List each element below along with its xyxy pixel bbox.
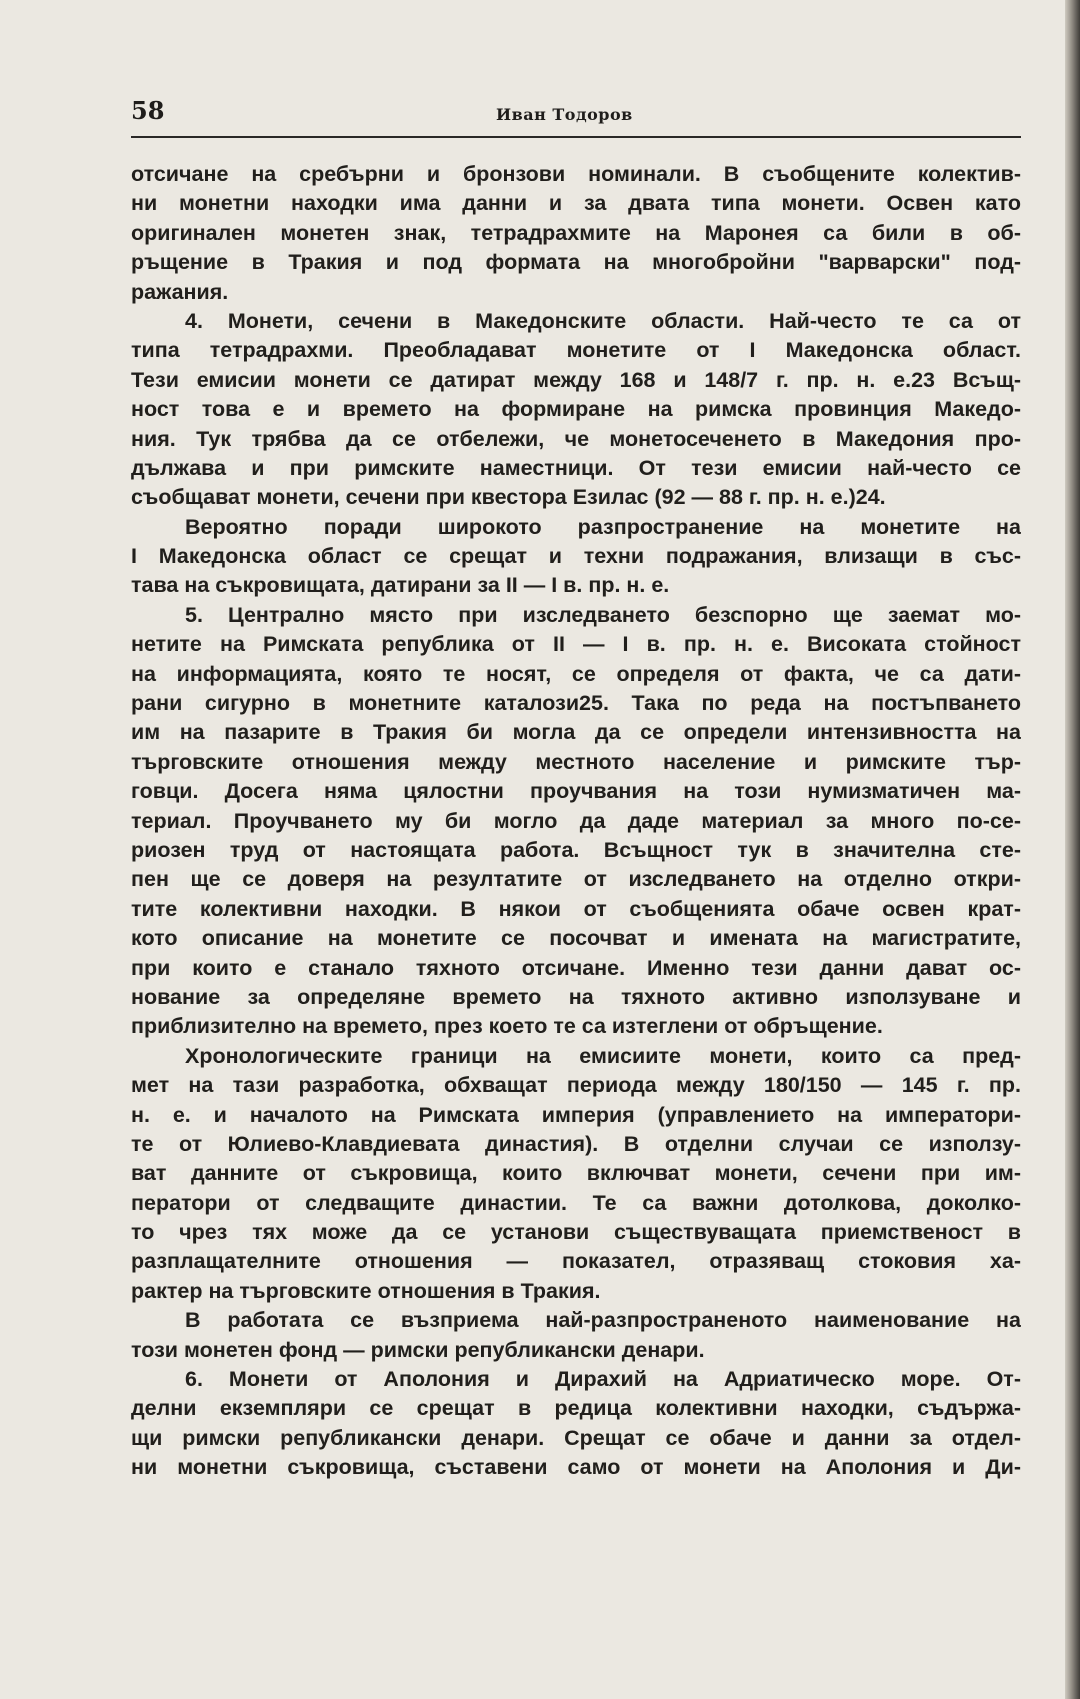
text-line: щи римски републикански денари. Срещат се обаче и данни за отдел- — [131, 1425, 1021, 1450]
text-line: Вероятно поради широкото разпространение на монетите на — [185, 514, 1021, 539]
text-line: пен ще се доверя на резултатите от изследването на отделно откри- — [131, 867, 1021, 892]
text-line: ват данните от съкровища, които включват монети, сечени при им- — [131, 1161, 1021, 1186]
text-line: мет на тази разработка, обхващат периода между 180/150 — 145 г. пр. — [131, 1073, 1021, 1098]
text-line: ръщение в Тракия и под формата на многобройни "варварски" под- — [131, 250, 1021, 275]
text-line: ни монетни находки има данни и за двата типа монети. Освен като — [131, 191, 1021, 216]
text-line: н. е. и началото на Римската империя (управлението на императори- — [131, 1102, 1021, 1127]
text-line: този монетен фонд — римски републикански денари. — [131, 1337, 705, 1362]
text-line: 5. Централно място при изследването безспорно ще заемат мо- — [185, 602, 1021, 627]
text-line: Тези емисии монети се датират между 168 и 148/7 г. пр. н. е.23 Всъщ- — [131, 367, 1021, 392]
text-line: 6. Монети от Аполония и Дирахий на Адриатическо море. От- — [185, 1367, 1021, 1392]
text-line: отсичане на сребърни и бронзови номинали. В съобщените колектив- — [131, 162, 1021, 186]
text-line: делни екземпляри се срещат в редица колективни находки, съдържа- — [131, 1396, 1021, 1421]
text-line: при които е станало тяхното отсичане. Именно тези данни дават ос- — [131, 955, 1021, 980]
text-line: ператори от следващите династии. Те са важни дотолкова, доколко- — [131, 1190, 1021, 1215]
text-line: риозен труд от настоящата работа. Всъщност тук в значителна сте- — [131, 837, 1021, 862]
text-line: кото описание на монетите се посочват и имената на магистратите, — [131, 926, 1021, 951]
header-rule — [131, 136, 1021, 138]
text-line: ния. Тук трябва да се отбележи, че монетосеченето в Македония про- — [131, 426, 1021, 451]
text-line: 4. Монети, сечени в Македонските области. Най-често те са от — [185, 308, 1021, 333]
text-line: нование за определяне времето на тяхното активно използуване и — [131, 984, 1021, 1009]
text-line: то чрез тях може да се установи съществуващата приемственост в — [131, 1220, 1021, 1245]
text-line: приблизително на времето, през което те са изтеглени от обръщение. — [131, 1014, 883, 1039]
text-line: тава на съкровищата, датирани за II — I в. пр. н. е. — [131, 573, 670, 598]
body-text — [131, 160, 1021, 1483]
text-line: им на пазарите в Тракия би могла да се определи интензивността на — [131, 720, 1021, 745]
text-line: В работата се възприема най-разпространеното наименование на — [185, 1308, 1021, 1333]
text-line: ражания. — [131, 279, 229, 304]
text-line: териал. Проучването му би могло да даде материал за много по-се- — [131, 808, 1021, 833]
text-line: I Македонска област се срещат и техни подражания, влизащи в със- — [131, 544, 1021, 569]
book-spine-shadow — [1065, 0, 1080, 1699]
text-line: оригинален монетен знак, тетрадрахмите на Маронея са били в об- — [131, 220, 1021, 245]
text-line: нетите на Римската република от II — I в. пр. н. е. Високата стойност — [131, 632, 1021, 657]
text-line: на информацията, която те носят, се определя от факта, че са дати- — [131, 661, 1021, 686]
text-line: съобщават монети, сечени при квестора Езилас (92 — 88 г. пр. н. е.)24. — [131, 485, 886, 510]
text-line: рани сигурно в монетните каталози25. Така по реда на постъпването — [131, 691, 1021, 716]
text-line: те от Юлиево-Клавдиевата династия). В отделни случаи се използу- — [131, 1131, 1021, 1156]
text-line: Хронологическите граници на емисиите монети, които са пред- — [185, 1043, 1021, 1068]
text-line: ност това е и времето на формиране на римска провинция Македо- — [131, 397, 1021, 422]
text-line: рактер на търговските отношения в Тракия. — [131, 1278, 601, 1303]
text-line: търговските отношения между местното население и римските тър- — [131, 749, 1021, 774]
page-number: 58 — [131, 96, 165, 125]
text-line: тите колективни находки. В някои от съобщенията обаче освен крат- — [131, 896, 1021, 921]
text-line: дължава и при римските наместници. От тези емисии най-често се — [131, 455, 1021, 480]
text-line: ни монетни съкровища, съставени само от монети на Аполония и Ди- — [131, 1455, 1021, 1480]
page-header — [131, 96, 1021, 136]
text-line: типа тетрадрахми. Преобладават монетите от I Македонска област. — [131, 338, 1021, 363]
text-line: говци. Досега няма цялостни проучвания на този нумизматичен ма- — [131, 779, 1021, 804]
text-line: разплащателните отношения — показател, отразяващ стоковия ха- — [131, 1249, 1021, 1274]
running-head: Иван Тодоров — [496, 105, 633, 124]
